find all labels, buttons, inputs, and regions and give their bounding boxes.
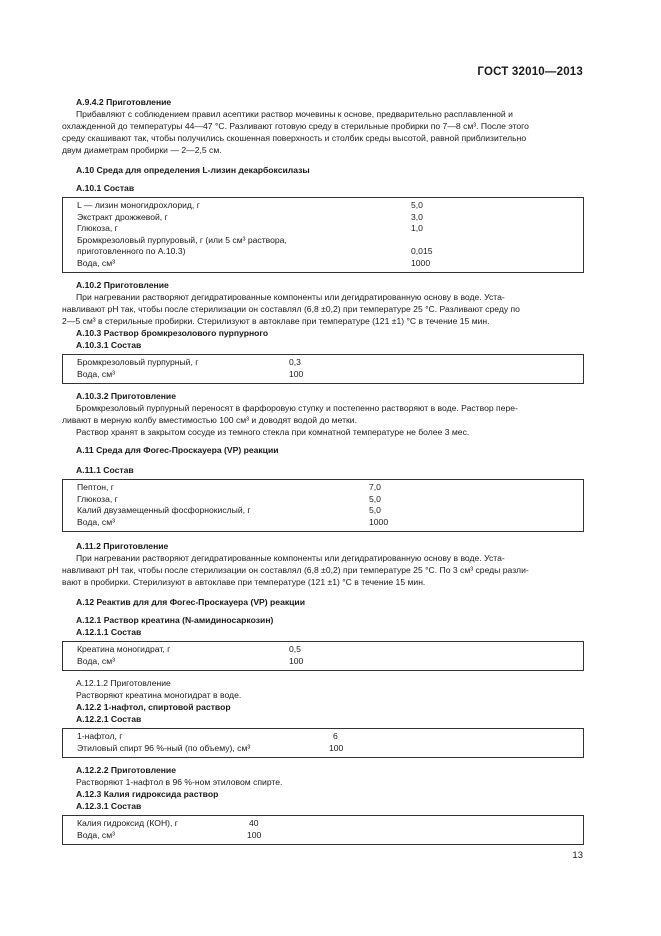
composition-row: Этиловый спирт 96 %-ный (по объему), см³ 100 (77, 742, 344, 753)
composition-row: Глюкоза, г 1,0 (77, 223, 423, 233)
page-number: 13 (572, 850, 583, 861)
composition-row: Бромкрезоловый пурпурный, г 0,3 (77, 357, 301, 367)
heading-a101: А.10.1 Состав (76, 183, 135, 193)
composition-row: Вода, см³ 100 (77, 368, 304, 379)
composition-box-a111 (62, 479, 584, 532)
composition-row: Пептон, г 7,0 (77, 482, 381, 492)
composition-row: Вода, см³ 100 (77, 655, 304, 666)
composition-row: Креатина моногидрат, г 0,5 (77, 644, 301, 654)
composition-row: 1-нафтол, г 6 (77, 731, 338, 741)
composition-row: Вода, см³ 100 (77, 829, 262, 840)
text-line: навливают рН так, чтобы после стерилизации он составлял (6,8 ±0,2) при температуре 25 °С. По 3 см³ среды разли- (62, 565, 529, 575)
text-line: двум диаметрам пробирки — 2—2,5 см. (62, 145, 222, 155)
heading-a111: А.11.1 Состав (76, 465, 134, 475)
text-line: Прибавляют с соблюдением правил асептики раствор мочевины к основе, предварительно расплавленной и (76, 109, 513, 119)
composition-box-a1221 (62, 728, 584, 758)
composition-row: Вода, см³ 1000 (77, 257, 431, 268)
heading-a102: А.10.2 Приготовление (76, 280, 169, 290)
composition-row: Бромкрезоловый пурпуровый, г (или 5 см³ раствора, (77, 234, 287, 245)
heading-a10: А.10 Среда для определения L-лизин декарбоксилазы (76, 165, 310, 175)
text-line: охлажденной до температуры 44—47 °С. Разливают готовую среду в стерильные пробирки по 7—8 см³. После этого (62, 121, 529, 131)
text-line: среду скашивают так, чтобы получились скошенная поверхность и столбик среды высотой, равной приблизительно (62, 133, 527, 143)
composition-box-a1031 (62, 354, 584, 384)
text-line: ливают в мерную колбу вместимостью 100 см³ и доводят водой до метки. (62, 415, 357, 425)
heading-a121: А.12.1 Раствор креатина (N-амидиносаркозин) (76, 615, 274, 625)
heading-a942: А.9.4.2 Приготовление (76, 97, 172, 107)
heading-a1031: А.10.3.1 Состав (76, 340, 142, 350)
text-line: Растворяют 1-нафтол в 96 %-ном этиловом спирте. (76, 777, 283, 787)
heading-a1221: А.12.2.1 Состав (76, 714, 142, 724)
text-line: Бромкрезоловый пурпурный переносят в фарфоровую ступку и постепенно растворяют в воде. Раствор пере- (76, 403, 518, 413)
heading-a1032: А.10.3.2 Приготовление (76, 391, 176, 401)
standard-designation: ГОСТ 32010—2013 (477, 66, 583, 78)
heading-a1222: А.12.2.2 Приготовление (76, 765, 176, 775)
composition-row: Вода, см³ 1000 (77, 516, 389, 527)
heading-a103: А.10.3 Раствор бромкрезолового пурпурного (76, 328, 269, 338)
composition-row: Глюкоза, г 5,0 (77, 493, 381, 504)
heading-a1211: А.12.1.1 Состав (76, 627, 142, 637)
composition-box-a1231 (62, 815, 584, 845)
composition-box-a101 (62, 197, 584, 273)
text-line: Раствор хранят в закрытом сосуде из темного стекла при комнатной температуре не более 3 мес. (76, 427, 470, 437)
document-body (62, 96, 584, 845)
text-line: При нагревании растворяют дегидратированные компоненты или дегидратированную основу в воде. Уста- (76, 553, 505, 563)
text-line: навливают рН так, чтобы после стерилизации он составлял (6,8 ±0,2) при температуре 25 °С. Разливают среду по (62, 304, 520, 314)
composition-row: приготовленного по А.10.3) 0,015 (77, 246, 433, 256)
text-line: При нагревании растворяют дегидратированные компоненты или дегидратированную основу в воде. Уста- (76, 292, 505, 302)
heading-a112: А.11.2 Приготовление (76, 541, 169, 551)
composition-row: L — лизин моногидрохлорид, г 5,0 (77, 200, 423, 210)
composition-box-a1211 (62, 641, 584, 671)
heading-a123: А.12.3 Калия гидроксида раствор (76, 789, 219, 799)
heading-a122: А.12.2 1-нафтол, спиртовой раствор (76, 702, 231, 712)
heading-a1212: А.12.1.2 Приготовление (76, 678, 171, 688)
composition-row: Калия гидроксид (КОН), г 40 (77, 818, 259, 828)
text-line: 2—5 см³ в стерильные пробирки. Стерилизуют в автоклаве при температуре (121 ±1) °С в течение 15 мин. (62, 316, 490, 326)
text-line: вают в пробирки. Стерилизуют в автоклаве при температуре (121 ±1) °С в течение 15 мин. (62, 577, 426, 587)
heading-a1231: А.12.3.1 Состав (76, 801, 142, 811)
composition-row: Калий двузамещенный фосфорнокислый, г 5,0 (77, 505, 381, 515)
heading-a12: А.12 Реактив для для Фогес-Проскауера (VP) реакции (76, 597, 306, 607)
text-line: Растворяют креатина моногидрат в воде. (76, 690, 242, 700)
composition-row: Экстракт дрожжевой, г 3,0 (77, 211, 423, 222)
heading-a11: А.11 Среда для Фогес-Проскауера (VP) реакции (76, 445, 279, 455)
